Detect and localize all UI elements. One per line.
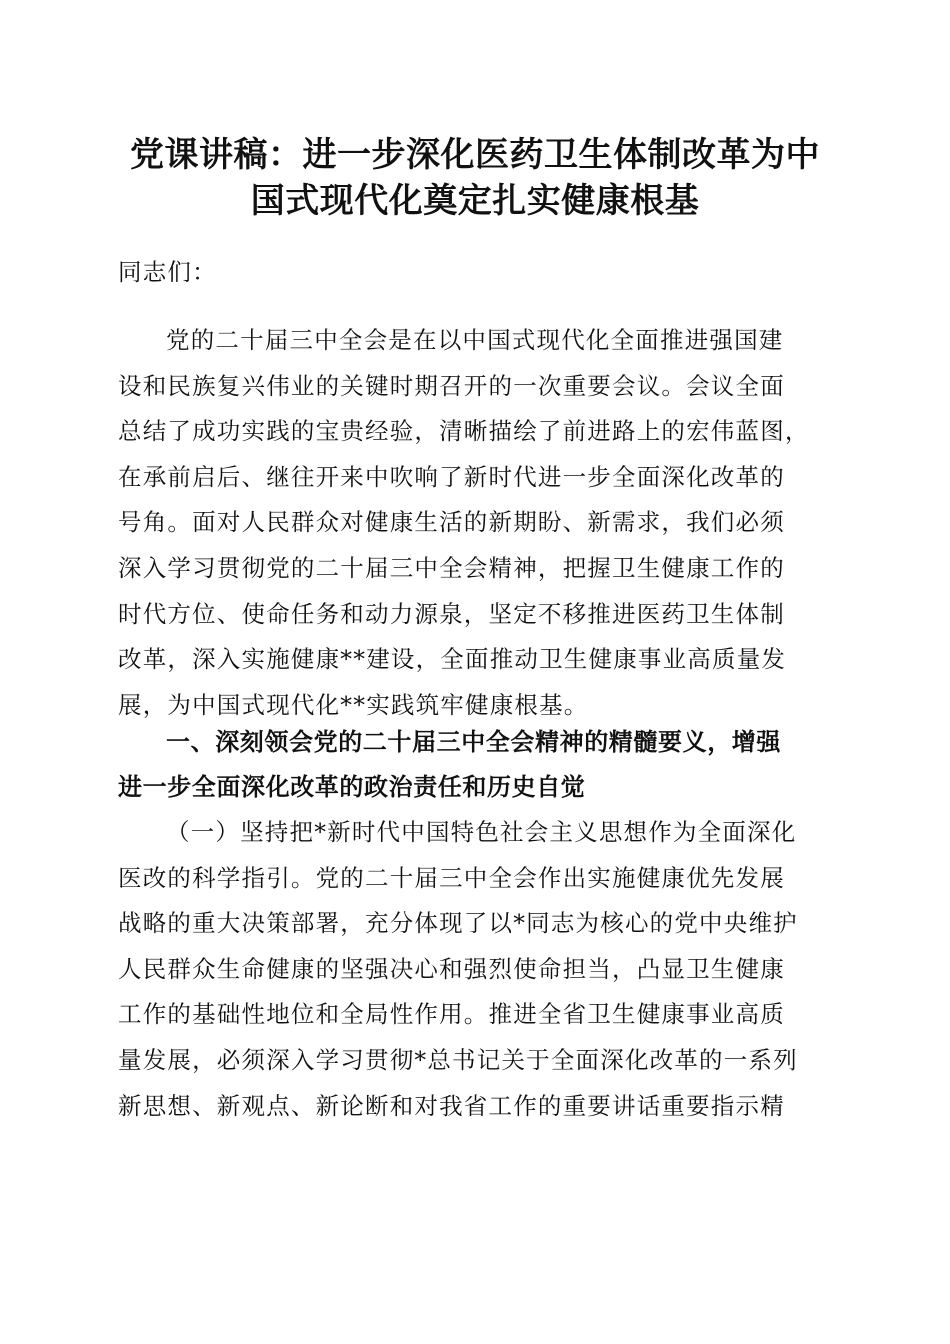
paragraph-line: 新思想、新观点、新论断和对我省工作的重要讲话重要指示精 (118, 1091, 785, 1120)
paragraph-line: 党的二十届三中全会是在以中国式现代化全面推进强国建 (166, 326, 784, 354)
paragraph-line: 深入学习贯彻党的二十届三中全会精神，把握卫生健康工作的 (118, 553, 785, 582)
paragraph-line: 医改的科学指引。党的二十届三中全会作出实施健康优先发展 (118, 863, 785, 892)
section-heading-1 (118, 720, 830, 810)
paragraph-line: 量发展，必须深入学习贯彻*总书记关于全面深化改革的一系列 (118, 1045, 798, 1074)
paragraph-line: （一）坚持把*新时代中国特色社会主义思想作为全面深化 (166, 818, 797, 846)
document-title (95, 132, 855, 224)
paragraph-line: 人民群众生命健康的坚强决心和强烈使命担当，凸显卫生健康 (118, 954, 785, 983)
paragraph-line: 设和民族复兴伟业的关键时期召开的一次重要会议。会议全面 (118, 371, 785, 400)
paragraph-line: 在承前启后、继往开来中吹响了新时代进一步全面深化改革的 (118, 462, 785, 491)
paragraph-line: 时代方位、使命任务和动力源泉，坚定不移推进医药卫生体制 (118, 599, 785, 628)
paragraph-intro (118, 318, 830, 728)
paragraph-line: 展，为中国式现代化**实践筑牢健康根基。 (118, 690, 589, 719)
title-line: 党课讲稿：进一步深化医药卫生体制改革为中 (130, 135, 820, 175)
salutation: 同志们： (118, 258, 217, 286)
title-line: 国式现代化奠定扎实健康根基 (250, 181, 700, 221)
paragraph-line: 号角。面对人民群众对健康生活的新期盼、新需求，我们必须 (118, 508, 785, 537)
paragraph-line: 改革，深入实施健康**建设，全面推动卫生健康事业高质量发 (118, 645, 787, 674)
paragraph-line: 战略的重大决策部署，充分体现了以*同志为核心的党中央维护 (118, 909, 798, 938)
heading-line: 一、深刻领会党的二十届三中全会精神的精髓要义，增强 (166, 728, 781, 756)
paragraph-line: 总结了成功实践的宝贵经验，清晰描绘了前进路上的宏伟蓝图， (118, 417, 810, 446)
paragraph-subsection-1 (118, 810, 830, 1129)
heading-line: 进一步全面深化改革的政治责任和历史自觉 (118, 773, 586, 801)
paragraph-line: 工作的基础性地位和全局性作用。推进全省卫生健康事业高质 (118, 1000, 785, 1029)
